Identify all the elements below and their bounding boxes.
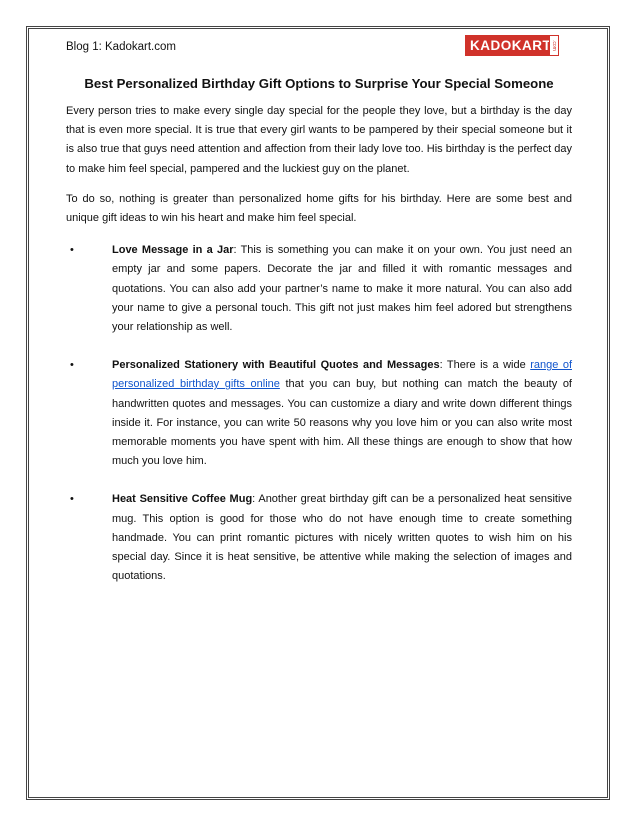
gift-description: : Another great birthday gift can be a personalized heat sensitive mug. This option is good for those who do not have enough time to create something handmade. You can print romantic pictures with nicely written quotes to wish him on his special day. Since it is heat sensitive, be attentive while making the selection of images and quotations. [112,493,573,583]
document-body [66,102,572,605]
bullet-icon: • [70,359,74,372]
list-item [66,356,572,471]
logo-side-text: .com [549,35,559,56]
list-item [66,490,572,586]
document-title: Best Personalized Birthday Gift Options to Surprise Your Special Someone [84,76,554,91]
gift-description-end: that you can buy, but nothing can match the beauty of handwritten quotes and messages. You can customize a diary and write down different things inside it. For instance, you can write 50 reasons why you love him or you can also write most memorable moments you have spent with him. All these things are enough to show that how much you love him. [112,378,572,468]
list-item [66,241,572,337]
second-paragraph: To do so, nothing is greater than personalized home gifts for his birthday. Here are some best and unique gift ideas to win his heart and make him feel special. [66,192,572,225]
kadokart-logo [465,35,559,56]
gift-description: : This is something you can make it on your own. You just need an empty jar and some papers. Decorate the jar and filled it with romantic messages and quotations. You can also add your partner’s name to make it more natural. You can also add your name to give a personal touch. This gift not just makes him feel adored but strengthens your relationship as well. [112,244,572,334]
gifts-online-link[interactable]: range of personalized birthday gifts online [112,359,572,391]
logo-text: KADOKART [465,35,549,56]
blog-header: Blog 1: Kadokart.com [66,41,176,53]
gift-list [66,241,572,586]
bullet-icon: • [70,244,74,257]
gift-name: Heat Sensitive Coffee Mug [112,493,253,506]
gift-description-start: : There is a wide [439,359,531,372]
gift-name: Love Message in a Jar [112,244,234,257]
bullet-icon: • [70,493,74,506]
gift-name: Personalized Stationery with Beautiful Quotes and Messages [112,359,440,372]
intro-paragraph: Every person tries to make every single day special for the people they love, but a birthday is the day that is even more special. It is true that every girl wants to be pampered by their special someone but it is also true that guys need attention and affection from their lady love too. His birthday is the perfect day to make him feel special, pampered and the luckiest guy on the planet. [66,105,572,175]
